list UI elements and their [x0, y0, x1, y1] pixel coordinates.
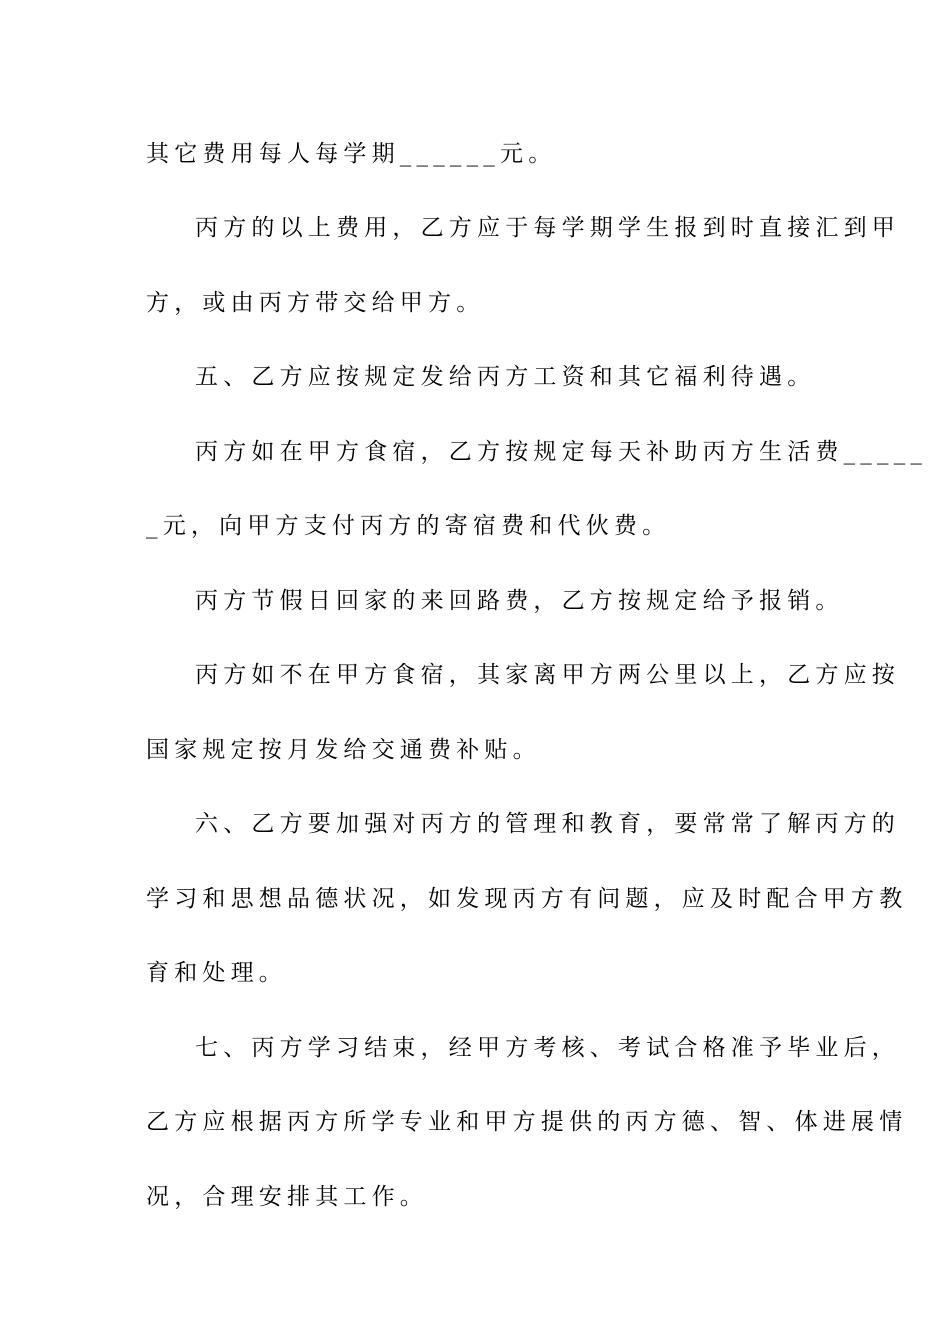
text-line: 丙方的以上费用，乙方应于每学期学生报到时直接汇到甲 [195, 215, 900, 241]
text-line: 育和处理。 [146, 960, 287, 986]
text-line: 况，合理安排其工作。 [146, 1184, 428, 1210]
text-line: 丙方如在甲方食宿，乙方按规定每天补助丙方生活费_____ [195, 439, 928, 465]
text-line: 其它费用每人每学期______元。 [146, 141, 557, 167]
text-line: 国家规定按月发给交通费补贴。 [146, 737, 541, 763]
text-line: _元，向甲方支付丙方的寄宿费和代伙费。 [146, 513, 671, 539]
text-line: 丙方如不在甲方食宿，其家离甲方两公里以上，乙方应按 [195, 662, 900, 688]
text-line: 七、丙方学习结束，经甲方考核、考试合格准予毕业后， [195, 1035, 900, 1061]
text-line: 丙方节假日回家的来回路费，乙方按规定给予报销。 [195, 588, 844, 614]
text-line: 乙方应根据丙方所学专业和甲方提供的丙方德、智、体进展情 [146, 1109, 908, 1135]
text-line: 六、乙方要加强对丙方的管理和教育，要常常了解丙方的 [195, 811, 900, 837]
text-line: 五、乙方应按规定发给丙方工资和其它福利待遇。 [195, 364, 816, 390]
text-line: 方，或由丙方带交给甲方。 [146, 290, 485, 316]
text-line: 学习和思想品德状况，如发现丙方有问题，应及时配合甲方教 [146, 886, 908, 912]
